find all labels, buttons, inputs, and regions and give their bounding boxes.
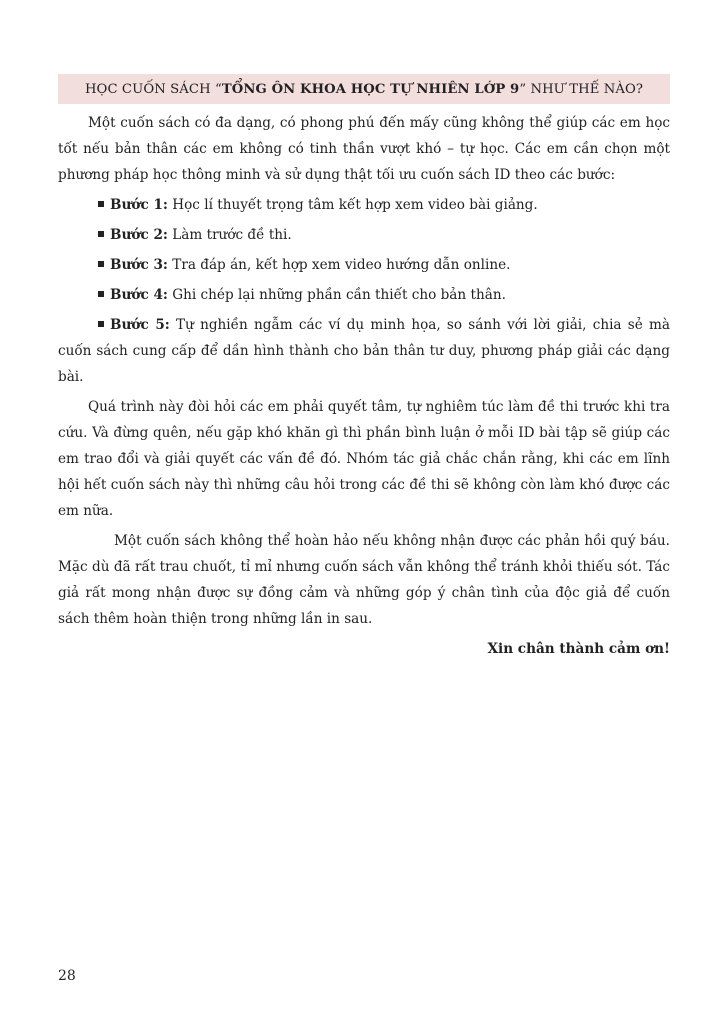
step-item: [58, 192, 670, 218]
heading-title: TỔNG ÔN KHOA HỌC TỰ NHIÊN LỚP 9: [221, 81, 520, 97]
step-label: Bước 1:: [110, 197, 168, 213]
closing-paragraph: Một cuốn sách không thể hoàn hảo nếu không nhận được các phản hồi quý báu. Mặc dù đã rất trau chuốt, tỉ mỉ nhưng cuốn sách vẫn không thể tránh khỏi thiếu sót. Tác giả rất mong nhận được sự đồng cảm và những góp ý chân tình của độc giả để cuốn sách thêm hoàn thiện trong những lần in sau.: [58, 533, 670, 627]
step-label: Bước 3:: [110, 257, 168, 273]
bullet-icon: [98, 231, 104, 237]
step-item: [58, 252, 670, 278]
page-content: [58, 74, 670, 676]
process-paragraph: Quá trình này đòi hỏi các em phải quyết tâm, tự nghiêm túc làm đề thi trước khi tra cứu. Và đừng quên, nếu gặp khó khăn gì thì phần bình luận ở mỗi ID bài tập sẽ giúp các em trao đổi và giải quyết các vấn đề đó. Nhóm tác giả chắc chắn rằng, khi các em lĩnh hội hết cuốn sách này thì những câu hỏi trong các đề thi sẽ không còn làm khó được các em nữa.: [58, 399, 670, 519]
step-label: Bước 2:: [110, 227, 168, 243]
heading-prefix: HỌC CUỐN SÁCH “: [84, 81, 222, 97]
bullet-icon: [98, 321, 104, 327]
bullet-icon: [98, 291, 104, 297]
step-item: [58, 222, 670, 248]
step-label: Bước 5:: [110, 317, 170, 333]
step-item: [58, 312, 670, 390]
step-label: Bước 4:: [110, 287, 168, 303]
heading-suffix: ” NHƯ THẾ NÀO?: [519, 81, 644, 97]
step-item: [58, 282, 670, 308]
bullet-icon: [98, 261, 104, 267]
step-text: Tự nghiền ngẫm các ví dụ minh họa, so sánh với lời giải, chia sẻ mà cuốn sách cung cấp để dần hình thành cho bản thân tư duy, phương pháp giải các dạng bài.: [58, 317, 670, 385]
step-text: Ghi chép lại những phần cần thiết cho bản thân.: [167, 287, 506, 303]
section-heading: [58, 74, 670, 104]
step-text: Học lí thuyết trọng tâm kết hợp xem video bài giảng.: [167, 197, 538, 213]
step-text: Tra đáp án, kết hợp xem video hướng dẫn online.: [167, 257, 511, 273]
thanks-line: Xin chân thành cảm ơn!: [487, 641, 670, 657]
page-number: 28: [58, 968, 76, 984]
bullet-icon: [98, 201, 104, 207]
step-text: Làm trước đề thi.: [167, 227, 292, 243]
intro-paragraph: Một cuốn sách có đa dạng, có phong phú đến mấy cũng không thể giúp các em học tốt nếu bản thân các em không có tinh thần vượt khó – tự học. Các em cần chọn một phương pháp học thông minh và sử dụng thật tối ưu cuốn sách ID theo các bước:: [58, 115, 670, 183]
